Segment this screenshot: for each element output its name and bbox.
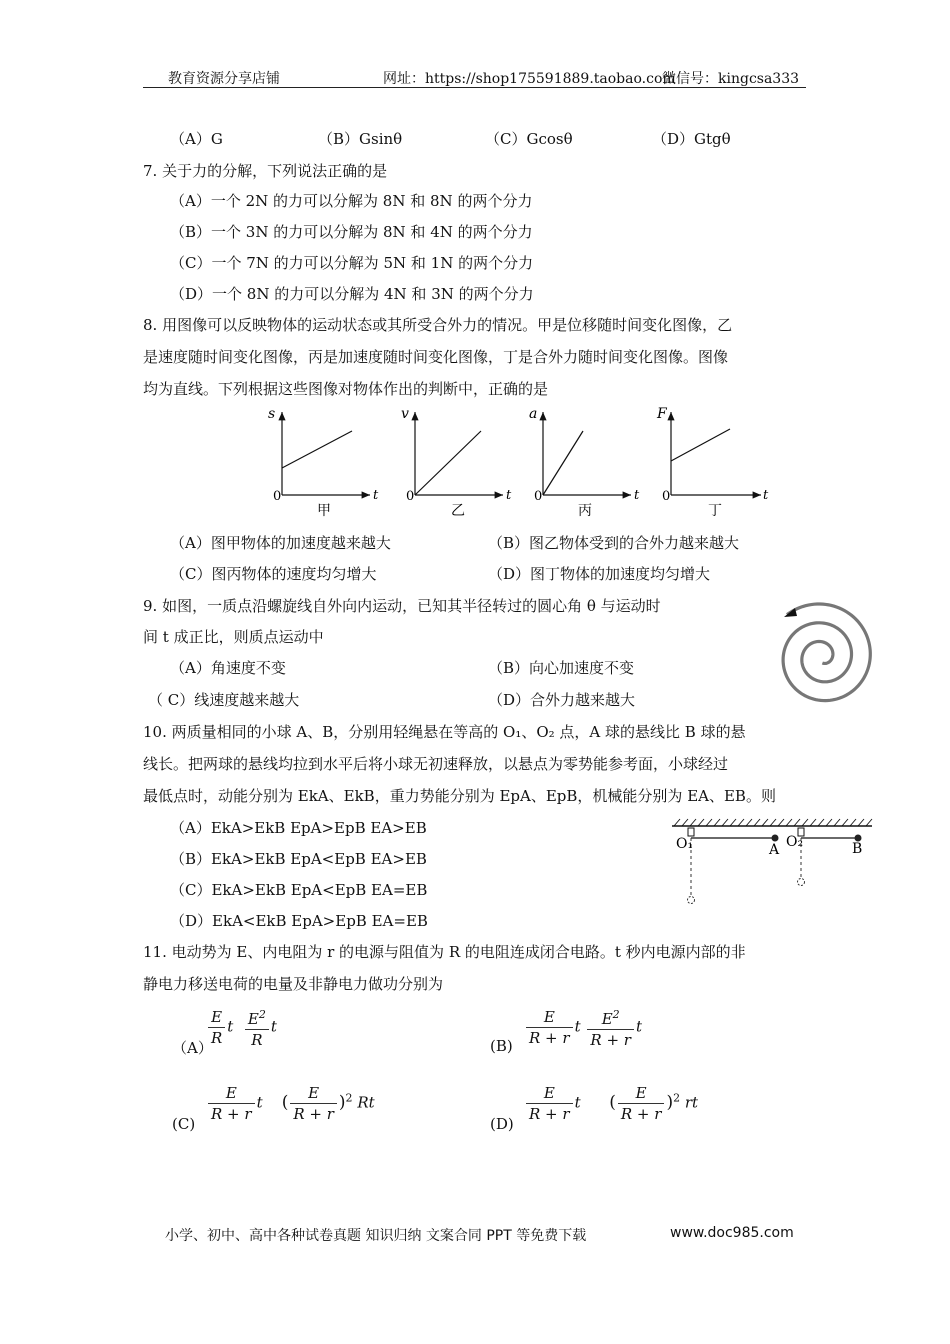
q10-option-b: （B）EkA>EkB EpA<EpB EA>EB: [170, 850, 427, 868]
label-o2: O₂: [786, 834, 804, 850]
q6-option-a: （A）G: [170, 130, 223, 148]
graph-yi-ylabel: v: [401, 406, 409, 422]
q6-option-d: （D）Gtgθ: [652, 130, 731, 148]
q11-stem-line-1: 11. 电动势为 E、内电阻为 r 的电源与阻值为 R 的电阻连成闭合电路。t 秒内电源内部的非: [143, 943, 746, 961]
graph-yi-line: [415, 431, 481, 495]
q10-option-a: （A）EkA>EkB EpA>EpB EA>EB: [170, 819, 427, 837]
graph-ding-origin: 0: [662, 489, 671, 504]
q6-option-c: （C）Gcosθ: [485, 130, 573, 148]
q9-option-c: （ C）线速度越来越大: [148, 691, 300, 709]
q8-stem-line-2: 是速度随时间变化图像，丙是加速度随时间变化图像，丁是合外力随时间变化图像。图像: [143, 348, 729, 366]
q8-option-b: （B）图乙物体受到的合外力越来越大: [488, 534, 740, 552]
q11-option-c-formula: $\frac{E}{R + r}$ t ( $\frac{E}{R + r}$ )$^2$ Rt: [206, 1083, 375, 1124]
graph-yi-caption: 乙: [451, 503, 465, 519]
header-rule: [143, 87, 806, 88]
graph-jia-origin: 0: [273, 489, 282, 504]
label-b: B: [852, 841, 863, 857]
q7-option-a: （A）一个 2N 的力可以分解为 8N 和 8N 的两个分力: [170, 192, 533, 210]
q7-option-b: （B）一个 3N 的力可以分解为 8N 和 4N 的两个分力: [170, 223, 533, 241]
graph-yi: [401, 406, 512, 519]
graph-bing-line: [543, 431, 583, 495]
header-url[interactable]: 网址：https://shop175591889.taobao.com: [383, 71, 676, 87]
q11-label-b: (B): [490, 1037, 513, 1055]
graph-ding-line: [671, 429, 730, 461]
label-o1: O₁: [676, 836, 694, 852]
q11-label-d: (D): [490, 1115, 514, 1133]
q11-label-a: （A）: [172, 1039, 213, 1057]
q10-stem-line-1: 10. 两质量相同的小球 A、B，分别用轻绳悬在等高的 O₁、O₂ 点，A 球的悬线比 B 球的悬: [143, 723, 746, 741]
q9-stem-line-2: 间 t 成正比，则质点运动中: [143, 628, 324, 646]
graph-bing: [529, 406, 640, 519]
q11-stem-line-2: 静电力移送电荷的电量及非静电力做功分别为: [143, 975, 444, 993]
q11-option-b-formula: $\frac{E}{R + r}$ t $\frac{E^2}{R + r}$ t: [524, 1005, 642, 1050]
q10-option-c: （C）EkA>EkB EpA<EpB EA=EB: [170, 881, 428, 899]
q8-option-d: （D）图丁物体的加速度均匀增大: [488, 565, 711, 583]
graph-bing-caption: 丙: [578, 503, 592, 519]
q8-stem-line-3: 均为直线。下列根据这些图像对物体作出的判断中，正确的是: [143, 380, 549, 398]
header-shop: 教育资源分享店铺: [168, 71, 280, 87]
spiral-arrow-icon: [784, 608, 797, 617]
footer-text: 小学、初中、高中各种试卷真题 知识归纳 文案合同 PPT 等免费下载: [165, 1228, 587, 1244]
graph-ding-xlabel: t: [763, 488, 769, 503]
q9-option-d: （D）合外力越来越大: [488, 691, 636, 709]
graph-ding: [656, 406, 769, 519]
header-wechat: 微信号：kingcsa333: [662, 71, 800, 87]
graph-bing-xlabel: t: [634, 488, 640, 503]
q8-graphs: [260, 402, 780, 526]
graph-yi-origin: 0: [406, 489, 415, 504]
q9-option-b: （B）向心加速度不变: [488, 659, 635, 677]
graph-jia-line: [282, 431, 352, 468]
q9-stem-line-1: 9. 如图，一质点沿螺旋线自外向内运动，已知其半径转过的圆心角 θ 与运动时: [143, 597, 661, 615]
q7-option-c: （C）一个 7N 的力可以分解为 5N 和 1N 的两个分力: [170, 254, 534, 272]
q6-option-b: （B）Gsinθ: [318, 130, 403, 148]
graph-jia: [268, 406, 379, 519]
graph-jia-ylabel: s: [268, 406, 276, 422]
label-a: A: [769, 842, 780, 858]
q9-option-a: （A）角速度不变: [170, 659, 286, 677]
q11-option-d-formula: $\frac{E}{R + r}$ t ( $\frac{E}{R + r}$ )$^2$ rt: [524, 1083, 698, 1124]
graph-yi-xlabel: t: [506, 488, 512, 503]
pendulum-figure: [668, 816, 876, 912]
graph-jia-caption: 甲: [317, 503, 331, 519]
ceiling-hatch: [674, 819, 872, 826]
q11-option-a-formula: $\frac{E}{R}$ t $\frac{E^2}{R}$ t: [206, 1005, 277, 1050]
q11-label-c: (C): [172, 1115, 196, 1133]
graph-bing-origin: 0: [534, 489, 543, 504]
q10-option-d: （D）EkA<EkB EpA>EpB EA=EB: [170, 912, 428, 930]
q10-stem-line-3: 最低点时，动能分别为 EkA、EkB，重力势能分别为 EpA、EpB，机械能分别为 EA、EB。则: [143, 787, 776, 805]
graph-jia-xlabel: t: [373, 488, 379, 503]
graph-ding-caption: 丁: [708, 503, 722, 519]
q8-stem-line-1: 8. 用图像可以反映物体的运动状态或其所受合外力的情况。甲是位移随时间变化图像，乙: [143, 316, 733, 334]
graph-bing-ylabel: a: [529, 406, 538, 422]
graph-ding-ylabel: F: [657, 406, 667, 422]
q10-stem-line-2: 线长。把两球的悬线均拉到水平后将小球无初速释放，以悬点为零势能参考面，小球经过: [143, 755, 729, 773]
spiral-figure: [760, 595, 884, 719]
spiral-path: [783, 604, 870, 701]
q7-stem: 7. 关于力的分解，下列说法正确的是: [143, 162, 388, 180]
footer-site[interactable]: www.doc985.com: [670, 1225, 794, 1241]
q8-option-a: （A）图甲物体的加速度越来越大: [170, 534, 391, 552]
q8-option-c: （C）图丙物体的速度均匀增大: [170, 565, 377, 583]
ball-a: [772, 835, 779, 842]
q7-option-d: （D）一个 8N 的力可以分解为 4N 和 3N 的两个分力: [170, 285, 534, 303]
